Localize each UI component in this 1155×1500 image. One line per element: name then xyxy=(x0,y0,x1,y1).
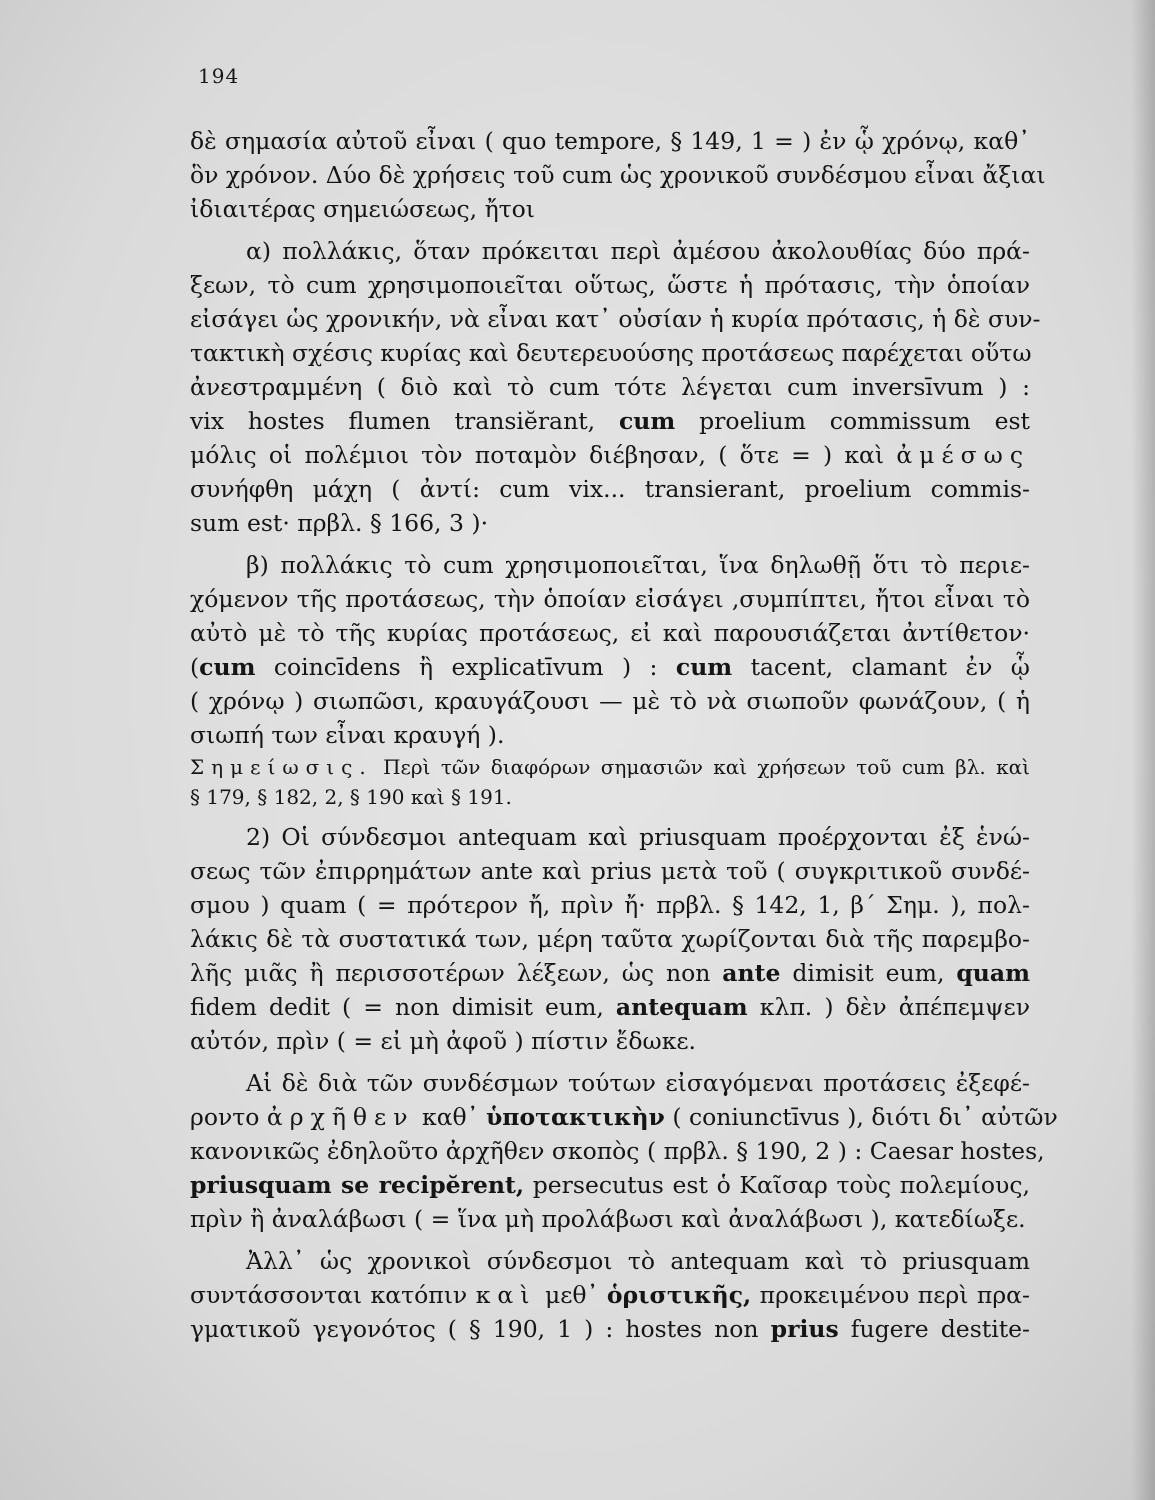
text-line: τακτικὴ σχέσις κυρίας καὶ δευτερευούσης προτάσεως παρέχεται οὕτω xyxy=(190,339,1032,367)
text-line: (cum coincīdens ἢ explicatīvum ) : cum tacent, clamant ἐν ᾧ xyxy=(190,653,1030,681)
paragraph-intro xyxy=(190,124,1046,226)
text-line: γματικοῦ γεγονότος ( § 190, 1 ) : hostes non prius fugere destite- xyxy=(190,1315,1030,1343)
bold-term: priusquam se recipĕrent, xyxy=(190,1171,525,1199)
latin-example: vix hostes flumen transiĕrant, xyxy=(190,407,596,435)
spaced-emphasis: ἀμέσως xyxy=(896,441,1030,469)
text-line: μόλις οἱ πολέμιοι τὸν ποταμὸν διέβησαν, ( ὅτε = ) καὶ ἀμέσως xyxy=(190,441,1030,469)
paragraph-2 xyxy=(190,820,1030,1058)
text-line: σιωπή των εἶναι κραυγή ). xyxy=(190,721,505,749)
paragraph-beta xyxy=(190,548,1030,752)
text-line: ξεων, τὸ cum χρησιμοποιεῖται οὕτως, ὥστε ἡ πρότασις, τὴν ὁποίαν xyxy=(190,271,1030,299)
text-line: ἀνεστραμμένη ( διὸ καὶ τὸ cum τότε λέγεται cum inversīvum ) : xyxy=(190,373,1030,401)
bold-term: ὑποτακτικὴν xyxy=(485,1103,665,1131)
text-line: κανονικῶς ἐδηλοῦτο ἀρχῆθεν σκοπὸς ( πρβλ. § 190, 2 ) : Caesar hostes, xyxy=(190,1137,1045,1165)
bold-term: cum xyxy=(619,407,676,435)
text-line: α) πολλάκις, ὅταν πρόκειται περὶ ἀμέσου ἀκολουθίας δύο πρά- xyxy=(246,237,1030,265)
paragraph-indicative xyxy=(190,1244,1030,1346)
text-line: λάκις δὲ τὰ συστατικά των, μέρη ταῦτα χωρίζονται διὰ τῆς παρεμβο- xyxy=(190,925,1030,953)
bold-term: ante xyxy=(722,959,781,987)
text-line: priusquam se recipĕrent, persecutus est ὁ Καῖσαρ τοὺς πολεμίους, xyxy=(190,1171,1030,1199)
spaced-emphasis: καὶ xyxy=(475,1281,537,1309)
text-line: χόμενον τῆς προτάσεως, τὴν ὁποίαν εἰσάγει ,συμπίπτει, ἤτοι εἶναι τὸ xyxy=(190,585,1030,613)
page-edge-shadow xyxy=(1131,0,1155,1500)
latin-example: proelium commissum est xyxy=(699,407,1030,435)
text-line: β) πολλάκις τὸ cum χρησιμοποιεῖται, ἵνα δηλωθῇ ὅτι τὸ περιε- xyxy=(246,551,1030,579)
text-line: πρὶν ἢ ἀναλάβωσι ( = ἵνα μὴ προλάβωσι καὶ ἀναλάβωσι ), κατεδίωξε. xyxy=(190,1205,1026,1233)
spaced-emphasis: ἀρχῆθεν xyxy=(266,1103,415,1131)
bold-term: quam xyxy=(956,959,1030,987)
text-line: ὃν χρόνον. Δύο δὲ χρήσεις τοῦ cum ὡς χρονικοῦ συνδέσμου εἶναι ἄξιαι xyxy=(190,161,1046,189)
text-line: εἰσάγει ὡς χρονικήν, νὰ εἶναι κατ᾽ οὐσίαν ἡ κυρία πρότασις, ἡ δὲ συν- xyxy=(190,305,1041,333)
bold-term: cum xyxy=(675,653,733,681)
note-heading: Σημείωσις. xyxy=(190,755,373,779)
text-line: αὐτόν, πρὶν ( = εἰ μὴ ἀφοῦ ) πίστιν ἔδωκε. xyxy=(190,1027,697,1055)
bold-term: prius xyxy=(770,1315,839,1343)
page-number: 194 xyxy=(198,64,240,88)
text-line xyxy=(190,404,1030,438)
paragraph-subjunctive xyxy=(190,1066,1058,1236)
bold-term: cum xyxy=(199,653,256,681)
text-line: ( χρόνῳ ) σιωπῶσι, κραυγάζουσι — μὲ τὸ νὰ σιωποῦν φωνάζουν, ( ἡ xyxy=(190,687,1030,715)
body-text xyxy=(190,124,1058,1346)
text-line: λῆς μιᾶς ἢ περισσοτέρων λέξεων, ὡς non ante dimisit eum, quam xyxy=(190,959,1030,987)
note-line: Σημείωσις. Περὶ τῶν διαφόρων σημασιῶν καὶ χρήσεων τοῦ cum βλ. καὶ xyxy=(190,755,1030,779)
paragraph-alpha xyxy=(190,234,1041,540)
text-line: ροντο ἀρχῆθεν καθ᾽ ὑποτακτικὴν ( coniunctīvus ), διότι δι᾽ αὐτῶν xyxy=(190,1103,1058,1131)
text-line: αὐτὸ μὲ τὸ τῆς κυρίας προτάσεως, εἰ καὶ παρουσιάζεται ἀντίθετον· xyxy=(190,619,1030,647)
text-line: sum est· πρβλ. § 166, 3 )· xyxy=(190,509,489,537)
note xyxy=(190,752,1030,812)
text-line: Ἀλλ᾽ ὡς χρονικοὶ σύνδεσμοι τὸ antequam καὶ τὸ priusquam xyxy=(246,1247,1030,1275)
text-line: δὲ σημασία αὐτοῦ εἶναι ( quo tempore, § 149, 1 = ) ἐν ᾧ χρόνῳ, καθ᾽ xyxy=(190,127,1030,155)
text-line: Αἱ δὲ διὰ τῶν συνδέσμων τούτων εἰσαγόμεναι προτάσεις ἐξεφέ- xyxy=(246,1069,1030,1097)
text-line: συντάσσονται κατόπιν καὶ μεθ᾽ ὁριστικῆς, προκειμένου περὶ πρα- xyxy=(190,1281,1030,1309)
bold-term: ὁριστικῆς, xyxy=(606,1281,752,1309)
text-line: ἰδιαιτέρας σημειώσεως, ἤτοι xyxy=(190,195,536,223)
note-line: § 179, § 182, 2, § 190 καὶ § 191. xyxy=(190,785,512,809)
text-line: fidem dedit ( = non dimisit eum, antequam κλπ. ) δὲν ἀπέπεμψεν xyxy=(190,993,1030,1021)
text-line: 2) Οἱ σύνδεσμοι antequam καὶ priusquam προέρχονται ἐξ ἑνώ- xyxy=(246,823,1030,851)
text-line: συνήφθη μάχη ( ἀντί: cum vix... transierant, proelium commis- xyxy=(190,475,1030,503)
text-line: σμου ) quam ( = πρότερον ἤ, πρὶν ἤ· πρβλ. § 142, 1, β´ Σημ. ), πολ- xyxy=(190,891,1030,919)
bold-term: antequam xyxy=(615,993,748,1021)
text-line: σεως τῶν ἐπιρρημάτων ante καὶ prius μετὰ τοῦ ( συγκριτικοῦ συνδέ- xyxy=(190,857,1030,885)
